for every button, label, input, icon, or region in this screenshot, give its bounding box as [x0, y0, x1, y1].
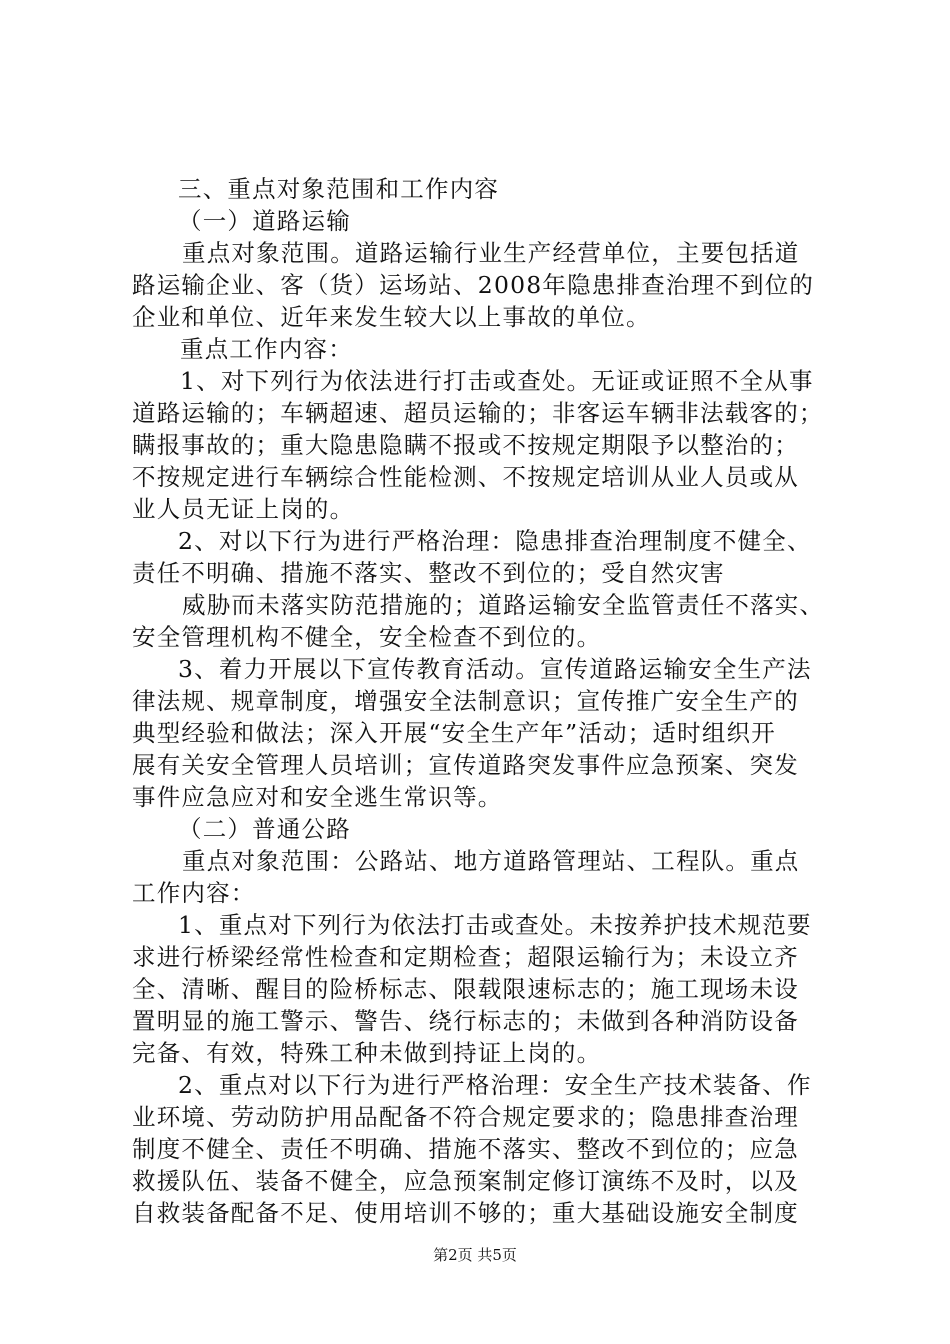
- paragraph-line: 律法规、规章制度，增强安全法制意识；宣传推广安全生产的: [132, 687, 799, 715]
- paragraph-line: 3、着力开展以下宣传教育活动。宣传道路运输安全生产法: [178, 655, 812, 683]
- paragraph-line: 2、重点对以下行为进行严格治理：安全生产技术装备、作: [178, 1071, 812, 1099]
- paragraph-line: 重点工作内容：: [180, 335, 353, 363]
- paragraph-line: 1、对下列行为依法进行打击或查处。无证或证照不全从事: [180, 367, 814, 395]
- paragraph-line: 制度不健全、责任不明确、措施不落实、整改不到位的；应急: [132, 1135, 799, 1163]
- paragraph-line: 救援队伍、装备不健全，应急预案制定修订演练不及时，以及: [132, 1167, 799, 1195]
- paragraph-line: 不按规定进行车辆综合性能检测、不按规定培训从业人员或从: [132, 463, 799, 491]
- paragraph-line: 瞒报事故的；重大隐患隐瞒不报或不按规定期限予以整治的；: [132, 431, 799, 459]
- paragraph-line: 事件应急应对和安全逃生常识等。: [132, 783, 503, 811]
- paragraph-line: 道路运输的；车辆超速、超员运输的；非客运车辆非法载客的；: [132, 399, 824, 427]
- paragraph-line: 业环境、劳动防护用品配备不符合规定要求的；隐患排查治理: [132, 1103, 799, 1131]
- subsection-heading: （一）道路运输: [178, 207, 351, 235]
- paragraph-line: 2、对以下行为进行严格治理：隐患排查治理制度不健全、: [178, 527, 812, 555]
- paragraph-line: 求进行桥梁经常性检查和定期检查；超限运输行为；未设立齐: [132, 943, 799, 971]
- paragraph-line: 完备、有效，特殊工种未做到持证上岗的。: [132, 1039, 602, 1067]
- paragraph-line: 自救装备配备不足、使用培训不够的；重大基础设施安全制度: [132, 1199, 799, 1227]
- paragraph-line: 企业和单位、近年来发生较大以上事故的单位。: [132, 303, 651, 331]
- paragraph-line: 1、重点对下列行为依法打击或查处。未按养护技术规范要: [178, 911, 812, 939]
- section-heading: 三、重点对象范围和工作内容: [178, 175, 500, 203]
- subsection-heading: （二）普通公路: [178, 815, 351, 843]
- paragraph-line: 全、清晰、醒目的险桥标志、限载限速标志的；施工现场未设: [132, 975, 799, 1003]
- paragraph-line: 路运输企业、客（货）运场站、2008年隐患排查治理不到位的: [132, 271, 815, 299]
- paragraph-line: 安全管理机构不健全，安全检查不到位的。: [132, 623, 602, 651]
- paragraph-line: 典型经验和做法；深入开展“安全生产年”活动；适时组织开: [132, 719, 776, 747]
- paragraph-line: 工作内容：: [132, 879, 256, 907]
- paragraph-line: 置明显的施工警示、警告、绕行标志的；未做到各种消防设备: [132, 1007, 799, 1035]
- paragraph-line: 威胁而未落实防范措施的；道路运输安全监管责任不落实、: [182, 591, 825, 619]
- paragraph-line: 责任不明确、措施不落实、整改不到位的；受自然灾害: [132, 559, 725, 587]
- page-number-footer: 第2页 共5页: [433, 1246, 517, 1264]
- paragraph-line: 展有关安全管理人员培训；宣传道路突发事件应急预案、突发: [132, 751, 799, 779]
- paragraph-line: 重点对象范围：公路站、地方道路管理站、工程队。重点: [182, 847, 800, 875]
- paragraph-line: 业人员无证上岗的。: [132, 495, 355, 523]
- paragraph-line: 重点对象范围。道路运输行业生产经营单位，主要包括道: [182, 239, 800, 267]
